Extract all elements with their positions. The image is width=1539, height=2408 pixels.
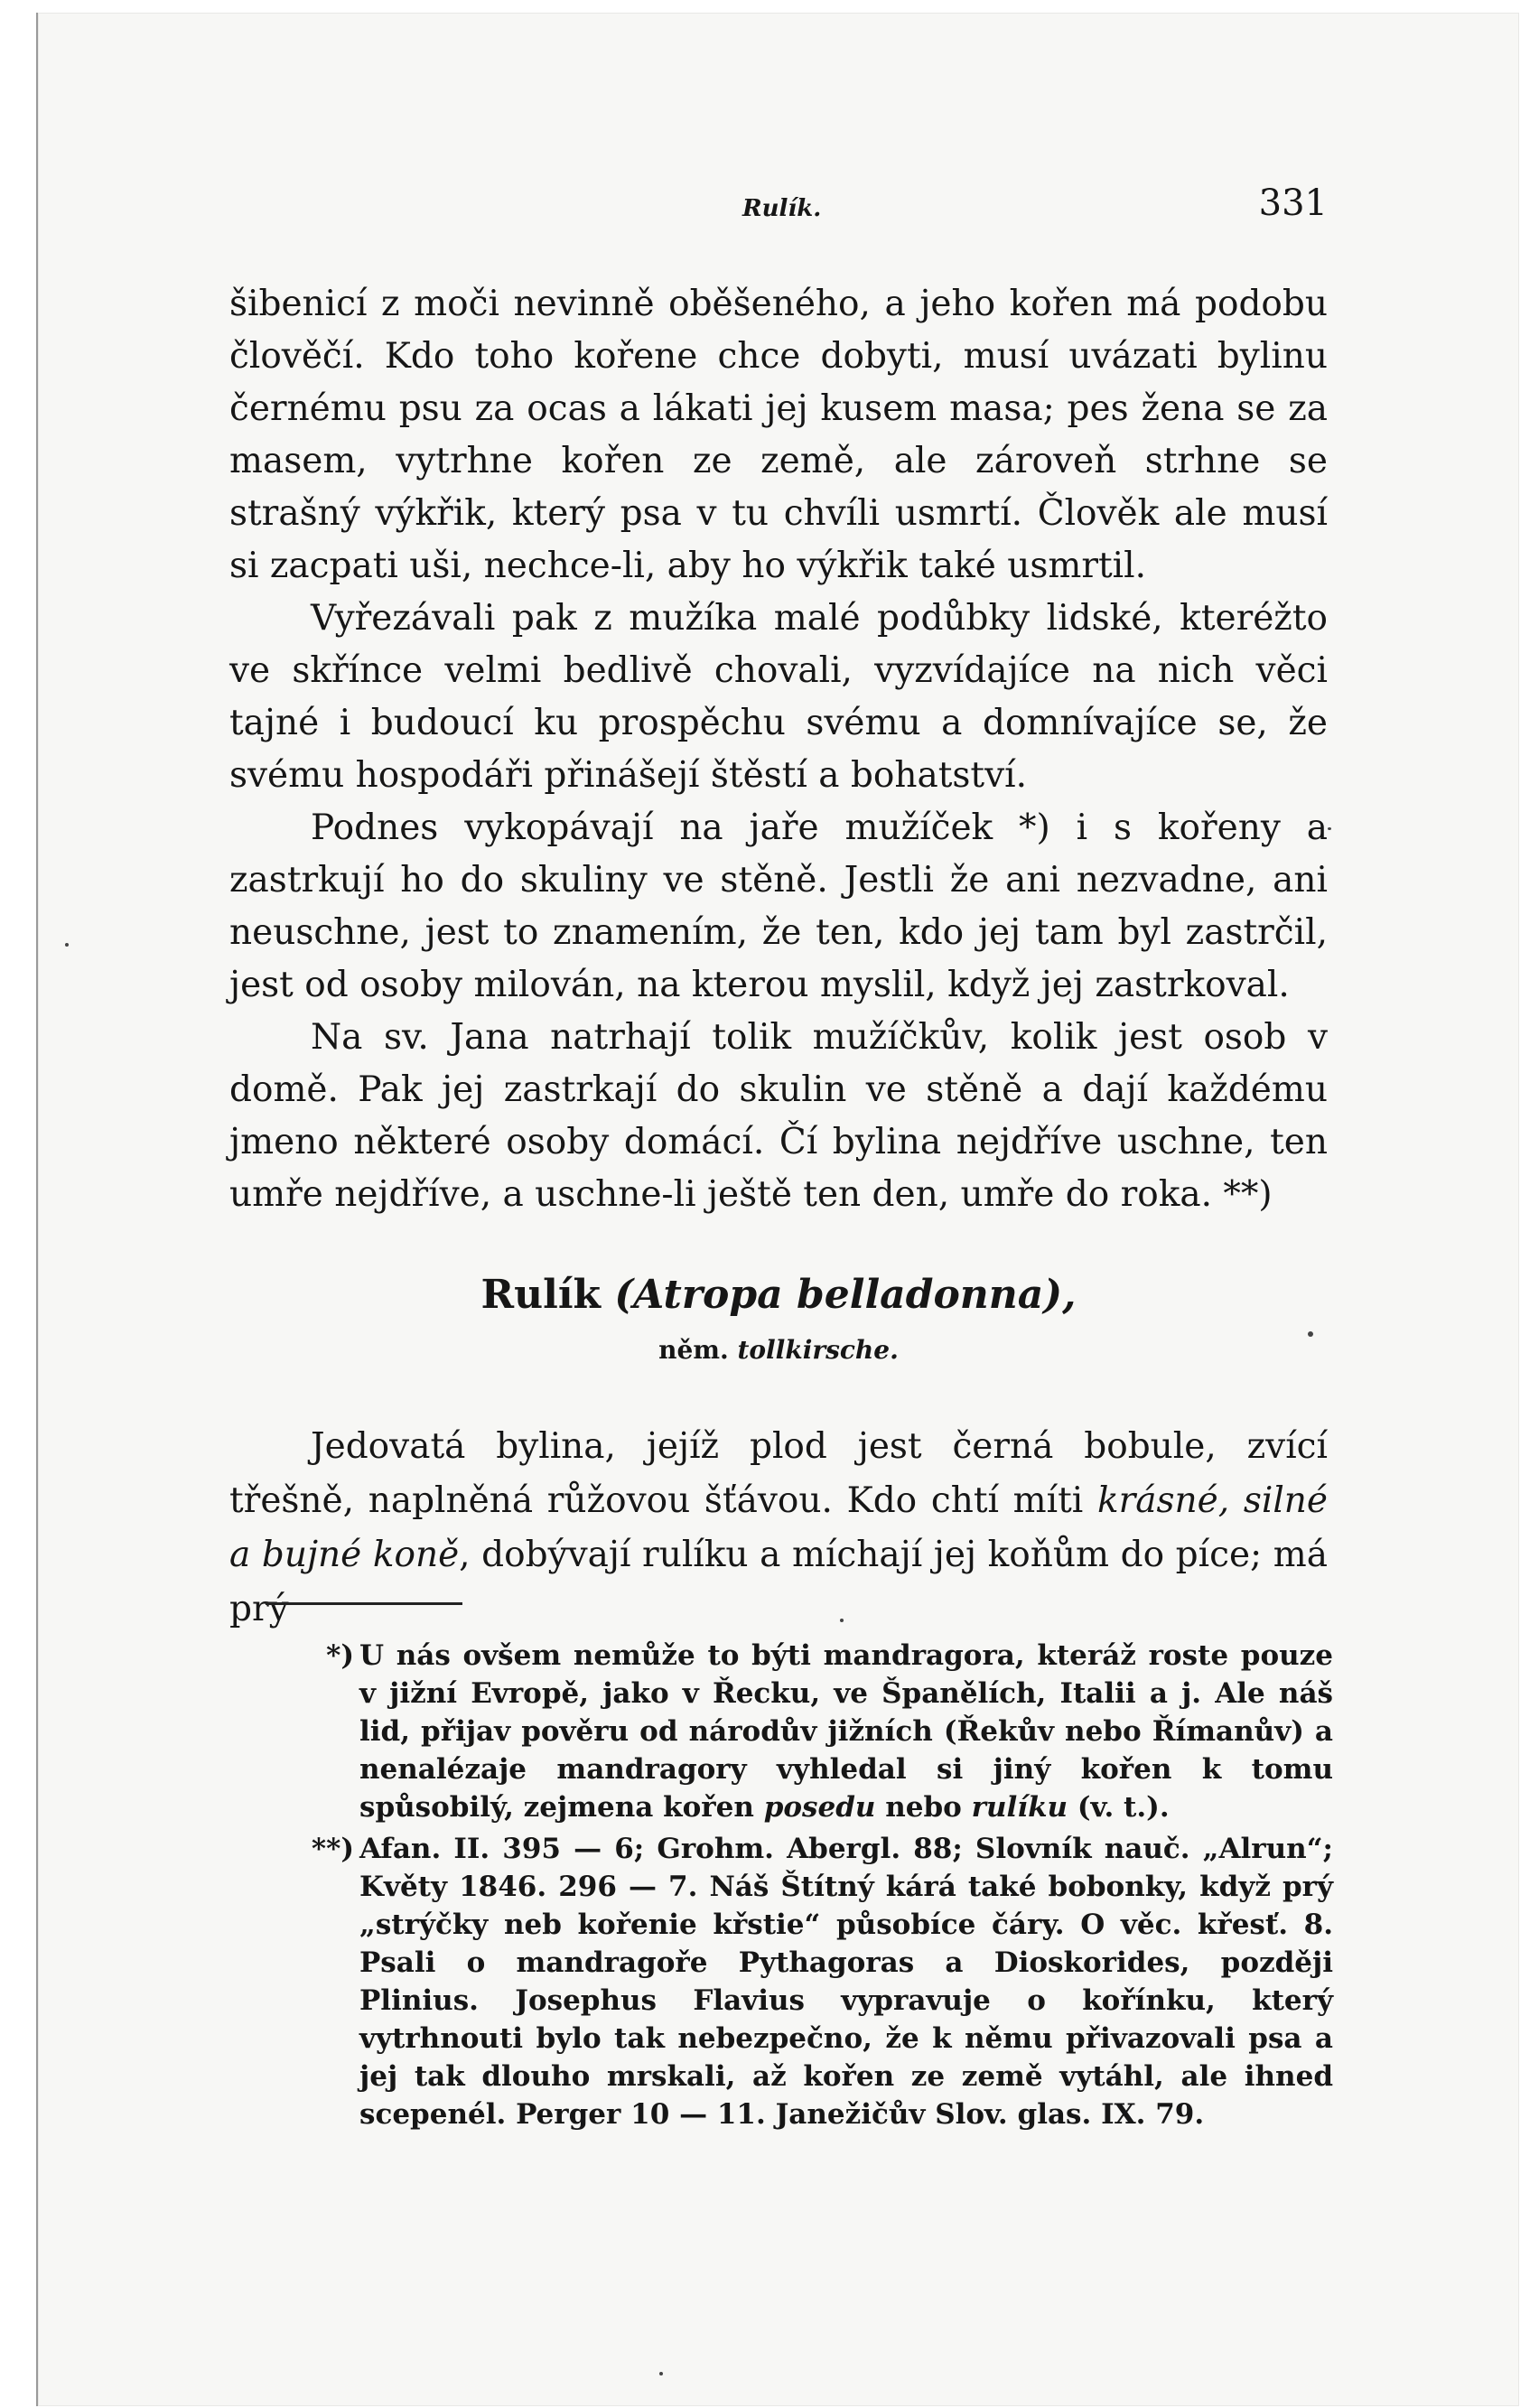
footnote-1 [305,1637,1333,1826]
print-speck [1328,827,1331,830]
book-page [36,13,1519,2406]
entry-text-part: Jedovatá bylina, jejíž plod jest černá bobule, zvící třešně, naplněná růžovou šťávou. Kdo chtí míti [229,1426,1328,1521]
paragraph: Podnes vykopávají na jaře mužíček *) i s kořeny a zastrkují ho do skuliny ve stěně. Jestli že ani nezvadne, ani neuschne, jest to znamením, že ten, kdo jej tam byl zastrčil, jest od osoby milován, na kterou myslil, když jej zastrkoval. [229,807,1328,1005]
footnote-text: (v. t.). [1068,1791,1170,1824]
footnote-text: Afan. II. 395 — 6; Grohm. Abergl. 88; Slovník nauč. „Alrun“; Květy 1846. 296 — 7. Náš Štítný kárá také bobonky, když prý „strýčky neb kořenie křstie“ působíce čáry. O věc. křesť. 8. Psali o mandragoře Pythagoras a Dioskorides, později Plinius. Josephus Flavius vypravuje o kořínku, který vytrhnouti bylo tak nebezpečno, že k němu přivazovali psa a jej tak dlouho mrskali, až kořen ze země vytáhl, ale ihned scepenél. Perger 10 — 11. Janežičův Slov. glas. IX. 79. [359,1833,1333,2131]
footnote-text: nebo [875,1791,972,1824]
footnote-2 [305,1830,1333,2133]
entry-latin-name: (Atropa belladonna), [614,1272,1077,1318]
footnote-marker: *) [326,1639,354,1672]
german-prefix: něm. [658,1335,729,1365]
footnote-italic: posedu [763,1791,876,1824]
entry-german-name-line [229,1335,1328,1365]
footnotes [305,1637,1333,2137]
print-speck [1308,1331,1313,1337]
page-number: 331 [1258,182,1328,224]
paragraph: Vyřezávali pak z mužíka malé podůbky lidské, kteréžto ve skřínce velmi bedlivě chovali, vyzvídajíce na nich věci tajné i budoucí ku prospěchu svému a domnívajíce se, že svému hospodáři přinášejí štěstí a bohatství. [229,598,1328,796]
main-text [229,278,1328,1221]
footnote-italic: rulíku [971,1791,1068,1824]
print-speck [659,2372,663,2375]
entry-text-italic: krásné, silné a bujné koně [229,1480,1328,1575]
entry-title-line [229,1268,1328,1322]
footnote-text: U nás ovšem nemůže to býti mandragora, kteráž roste pouze v jižní Evropě, jako v Řecku, ve Španělích, Italii a j. Ale náš lid, přijav pověru od národův jižních (Řekův nebo Římanův) a nenalézaje mandragory vyhledal si jiný kořen k tomu spůsobilý, zejmena kořen [359,1639,1333,1824]
entry-text-part: , dobývají rulíku a míchají jej koňům do píce; má prý [229,1535,1328,1629]
print-speck [840,1619,844,1622]
print-speck [65,943,69,947]
entry-title: Rulík [480,1272,602,1318]
paragraph-continuation: šibenicí z moči nevinně oběšeného, a jeho kořen má podobu člověčí. Kdo toho kořene chce dobyti, musí uvázati bylinu černému psu za ocas a lákati jej kusem masa; pes žena se za masem, vytrhne kořen ze země, ale zároveň strhne se strašný výkřik, který psa v tu chvíli usmrtí. Člověk ale musí si zacpati uši, nechce-li, aby ho výkřik také usmrtil. [229,284,1328,586]
entry-heading [229,1268,1328,1365]
footnote-rule [266,1602,462,1605]
running-head [229,182,1328,237]
running-head-title: Rulík. [742,195,822,222]
german-name: tollkirsche. [737,1335,899,1365]
footnote-marker: **) [311,1833,354,1865]
paragraph: Na sv. Jana natrhají tolik mužíčkův, kolik jest osob v domě. Pak jej zastrkají do skulin ve stěně a dají každému jmeno některé osoby domácí. Čí bylina nejdříve uschne, ten umře nejdříve, a uschne-li ještě ten den, umře do roka. **) [229,1017,1328,1215]
